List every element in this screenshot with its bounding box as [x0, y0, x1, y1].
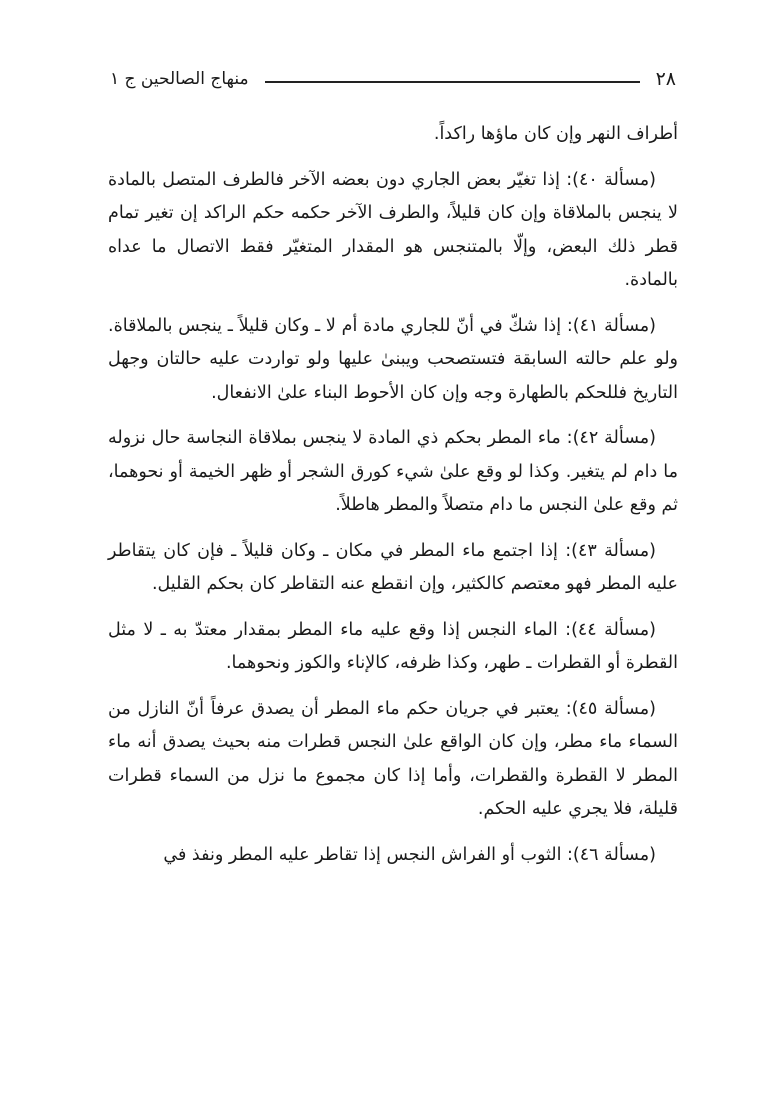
- paragraph-masala-42: (مسألة ٤٢): ماء المطر بحكم ذي المادة لا ينجس بملاقاة النجاسة حال نزوله ما دام لم يتغير. وكذا لو وقع علىٰ شيء كورق الشجر أو ظهر الخيمة أو نحوهما، ثم وقع علىٰ النجس ما دام متصلاً والمطر هاطلاً.: [108, 428, 678, 515]
- paragraph-masala-40: (مسألة ٤٠): إذا تغيّر بعض الجاري دون بعضه الآخر فالطرف المتصل بالمادة لا ينجس بالملاقاة وإن كان قليلاً، والطرف الآخر حكمه حكم الراكد إن تغير تمام قطر ذلك البعض، وإلّا بالمتنجس هو المقدار المتغيّر فقط الاتصال ما عداه بالمادة.: [108, 169, 678, 290]
- paragraph-masala-44: (مسألة ٤٤): الماء النجس إذا وقع عليه ماء المطر بمقدار معتدّ به ـ لا مثل القطرة أو القطرات ـ طهر، وكذا ظرفه، كالإناء والكوز ونحوهما.: [108, 619, 678, 673]
- header-rule: [265, 81, 640, 83]
- paragraph-masala-45: (مسألة ٤٥): يعتبر في جريان حكم ماء المطر أن يصدق عرفاً أنّ النازل من السماء ماء مطر، وإن كان الواقع علىٰ النجس قطرات منه بحيث يصدق أنه ماء المطر لا القطرة والقطرات، وأما إذا كان مجموع ما نزل من السماء قطرات قليلة، فلا يجري عليه الحكم.: [108, 698, 678, 819]
- paragraph-masala-46: (مسألة ٤٦): الثوب أو الفراش النجس إذا تقاطر عليه المطر ونفذ في: [163, 844, 656, 865]
- page-header: [110, 62, 676, 96]
- book-title: منهاج الصالحين ج ١: [110, 69, 249, 89]
- page-number: ٢٨: [655, 68, 676, 90]
- page-body: [108, 118, 678, 884]
- paragraph-masala-43: (مسألة ٤٣): إذا اجتمع ماء المطر في مكان ـ وكان قليلاً ـ فإن كان يتقاطر عليه المطر فهو معتصم كالكثير، وإن انقطع عنه التقاطر كان بحكم القليل.: [108, 540, 678, 594]
- paragraph-continuation: أطراف النهر وإن كان ماؤها راكداً.: [433, 124, 678, 144]
- paragraph-masala-41: (مسألة ٤١): إذا شكّ في أنّ للجاري مادة أم لا ـ وكان قليلاً ـ ينجس بالملاقاة. ولو علم حالته السابقة فتستصحب ويبنىٰ عليها ولو تواردت عليه حالتان وجهل التاريخ فللحكم بالطهارة وجه وإن كان الأحوط البناء علىٰ الانفعال.: [108, 315, 678, 403]
